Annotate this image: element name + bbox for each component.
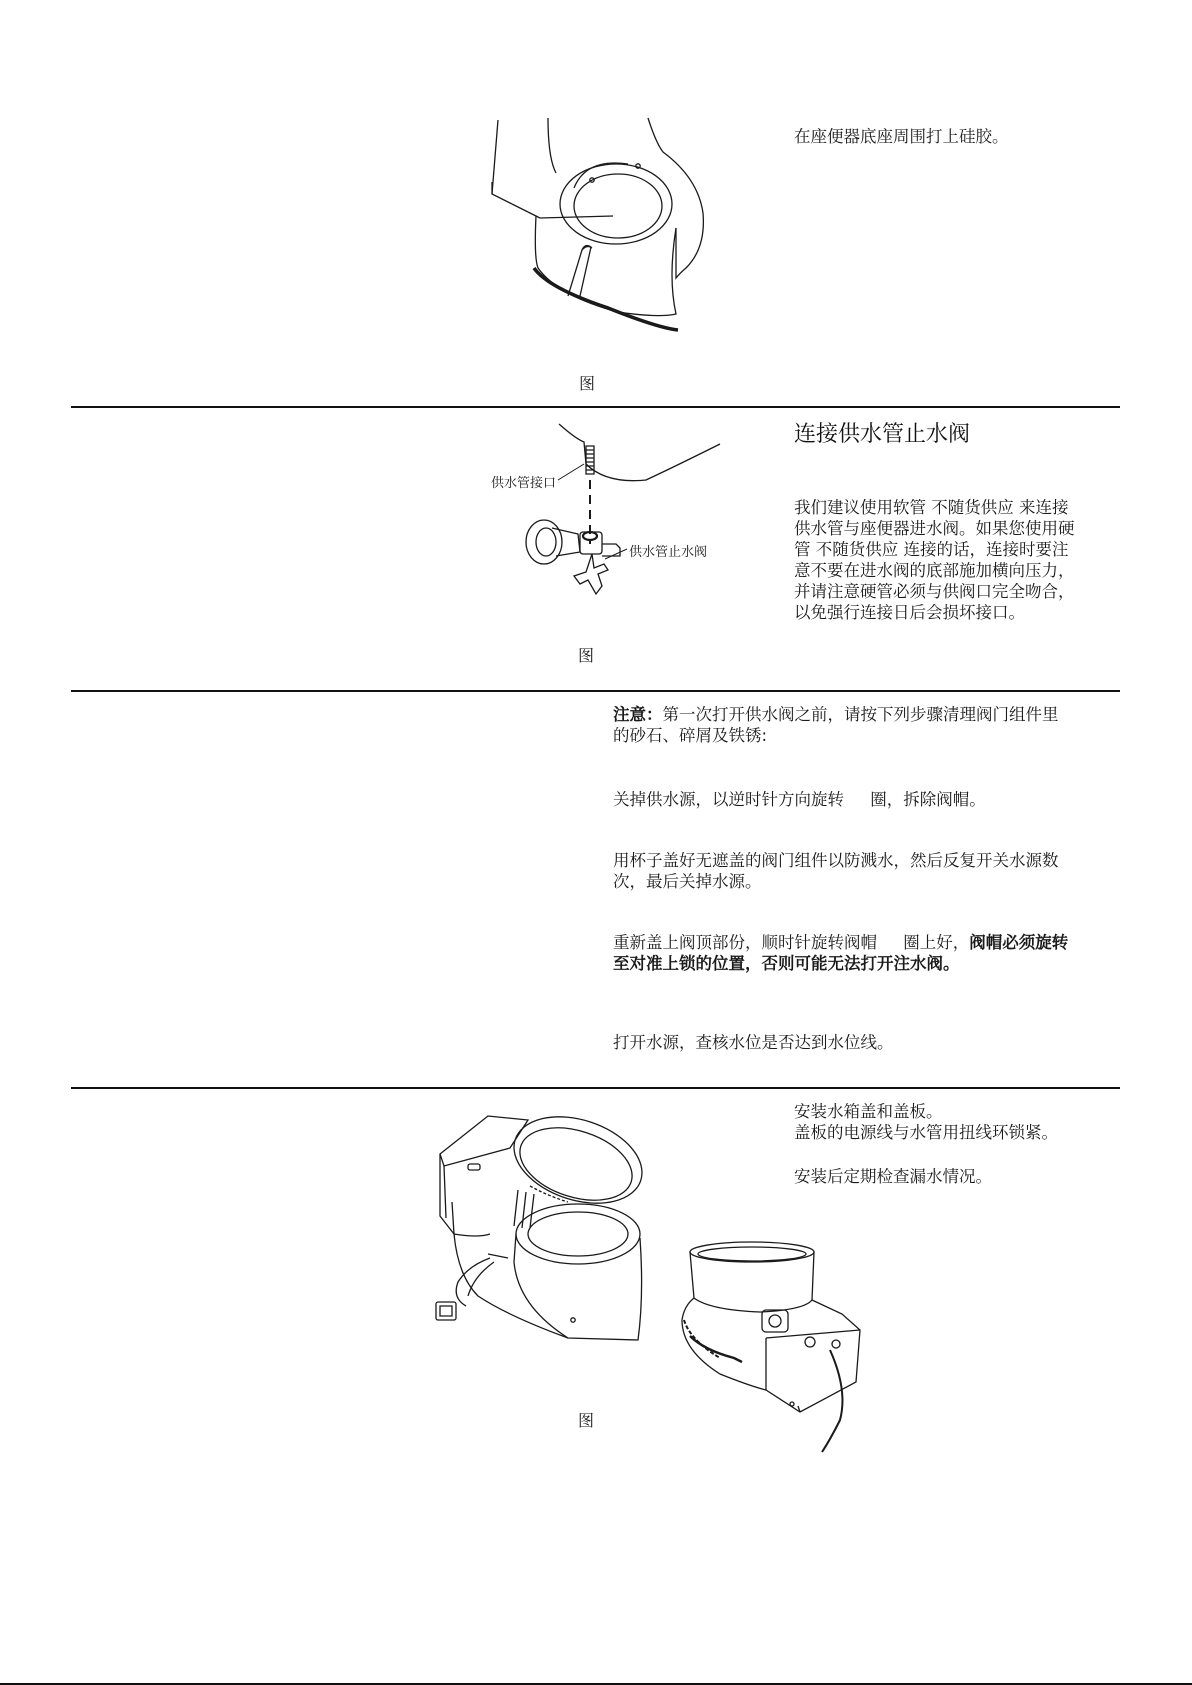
figure-label: 图 xyxy=(578,646,595,665)
paragraph-line: 并请注意硬管必须与供阀口完全吻合， xyxy=(794,582,1075,601)
callout-leader-line xyxy=(605,547,631,561)
toilet-with-seat-illustration xyxy=(418,1106,658,1346)
step-3-warning: 阀帽必须旋转 xyxy=(969,933,1069,952)
callout-leader-line xyxy=(558,462,588,482)
step-3-text: 重新盖上阀顶部份，顺时针旋转阀帽 圈上好， xyxy=(613,933,970,952)
note-paragraph xyxy=(613,704,1059,746)
sealant-instruction: 在座便器底座周围打上硅胶。 xyxy=(794,127,1009,146)
toilet-base-sealant-illustration xyxy=(488,118,728,343)
paragraph-line: 意不要在进水阀的底部施加横向压力， xyxy=(794,561,1075,580)
step-3 xyxy=(613,932,1068,974)
paragraph-line: 以免强行连接日后会损坏接口。 xyxy=(794,603,1025,622)
section-divider xyxy=(71,690,1120,692)
step-2 xyxy=(613,850,1059,892)
figure-label: 图 xyxy=(578,1411,595,1430)
step-2-line: 次，最后关掉水源。 xyxy=(613,872,762,891)
figure-label: 图 xyxy=(579,374,596,393)
supply-valve-connection-illustration xyxy=(516,424,726,609)
install-instructions xyxy=(794,1101,1058,1143)
paragraph-line: 我们建议使用软管 不随货供应 来连接 xyxy=(794,498,1069,517)
step-1: 关掉供水源，以逆时针方向旋转 圈，拆除阀帽。 xyxy=(613,790,986,809)
stop-valve-callout: 供水管止水阀 xyxy=(629,545,708,560)
section-heading: 连接供水管止水阀 xyxy=(794,422,971,447)
note-label: 注意： xyxy=(613,705,663,724)
note-text: 第一次打开供水阀之前，请按下列步骤清理阀门组件里 xyxy=(662,705,1059,724)
section-divider xyxy=(71,1087,1120,1089)
supply-paragraph xyxy=(794,497,1075,623)
supply-inlet-callout: 供水管接口 xyxy=(491,476,557,491)
step-2-line: 用杯子盖好无遮盖的阀门组件以防溅水，然后反复开关水源数 xyxy=(613,851,1059,870)
step-3-warning: 至对准上锁的位置，否则可能无法打开注水阀。 xyxy=(613,954,960,973)
paragraph-line: 供水管与座便器进水阀。如果您使用硬 xyxy=(794,519,1075,538)
instruction-line: 盖板的电源线与水管用扭线环锁紧。 xyxy=(794,1123,1058,1142)
leak-check-instruction: 安装后定期检查漏水情况。 xyxy=(794,1167,992,1186)
tank-assembly-illustration xyxy=(680,1240,865,1455)
note-text: 的砂石、碎屑及铁锈: xyxy=(613,726,768,745)
paragraph-line: 管 不随货供应 连接的话，连接时要注 xyxy=(794,540,1069,559)
instruction-line: 安装水箱盖和盖板。 xyxy=(794,1102,943,1121)
section-divider xyxy=(71,406,1120,408)
step-4: 打开水源，查核水位是否达到水位线。 xyxy=(613,1033,894,1052)
